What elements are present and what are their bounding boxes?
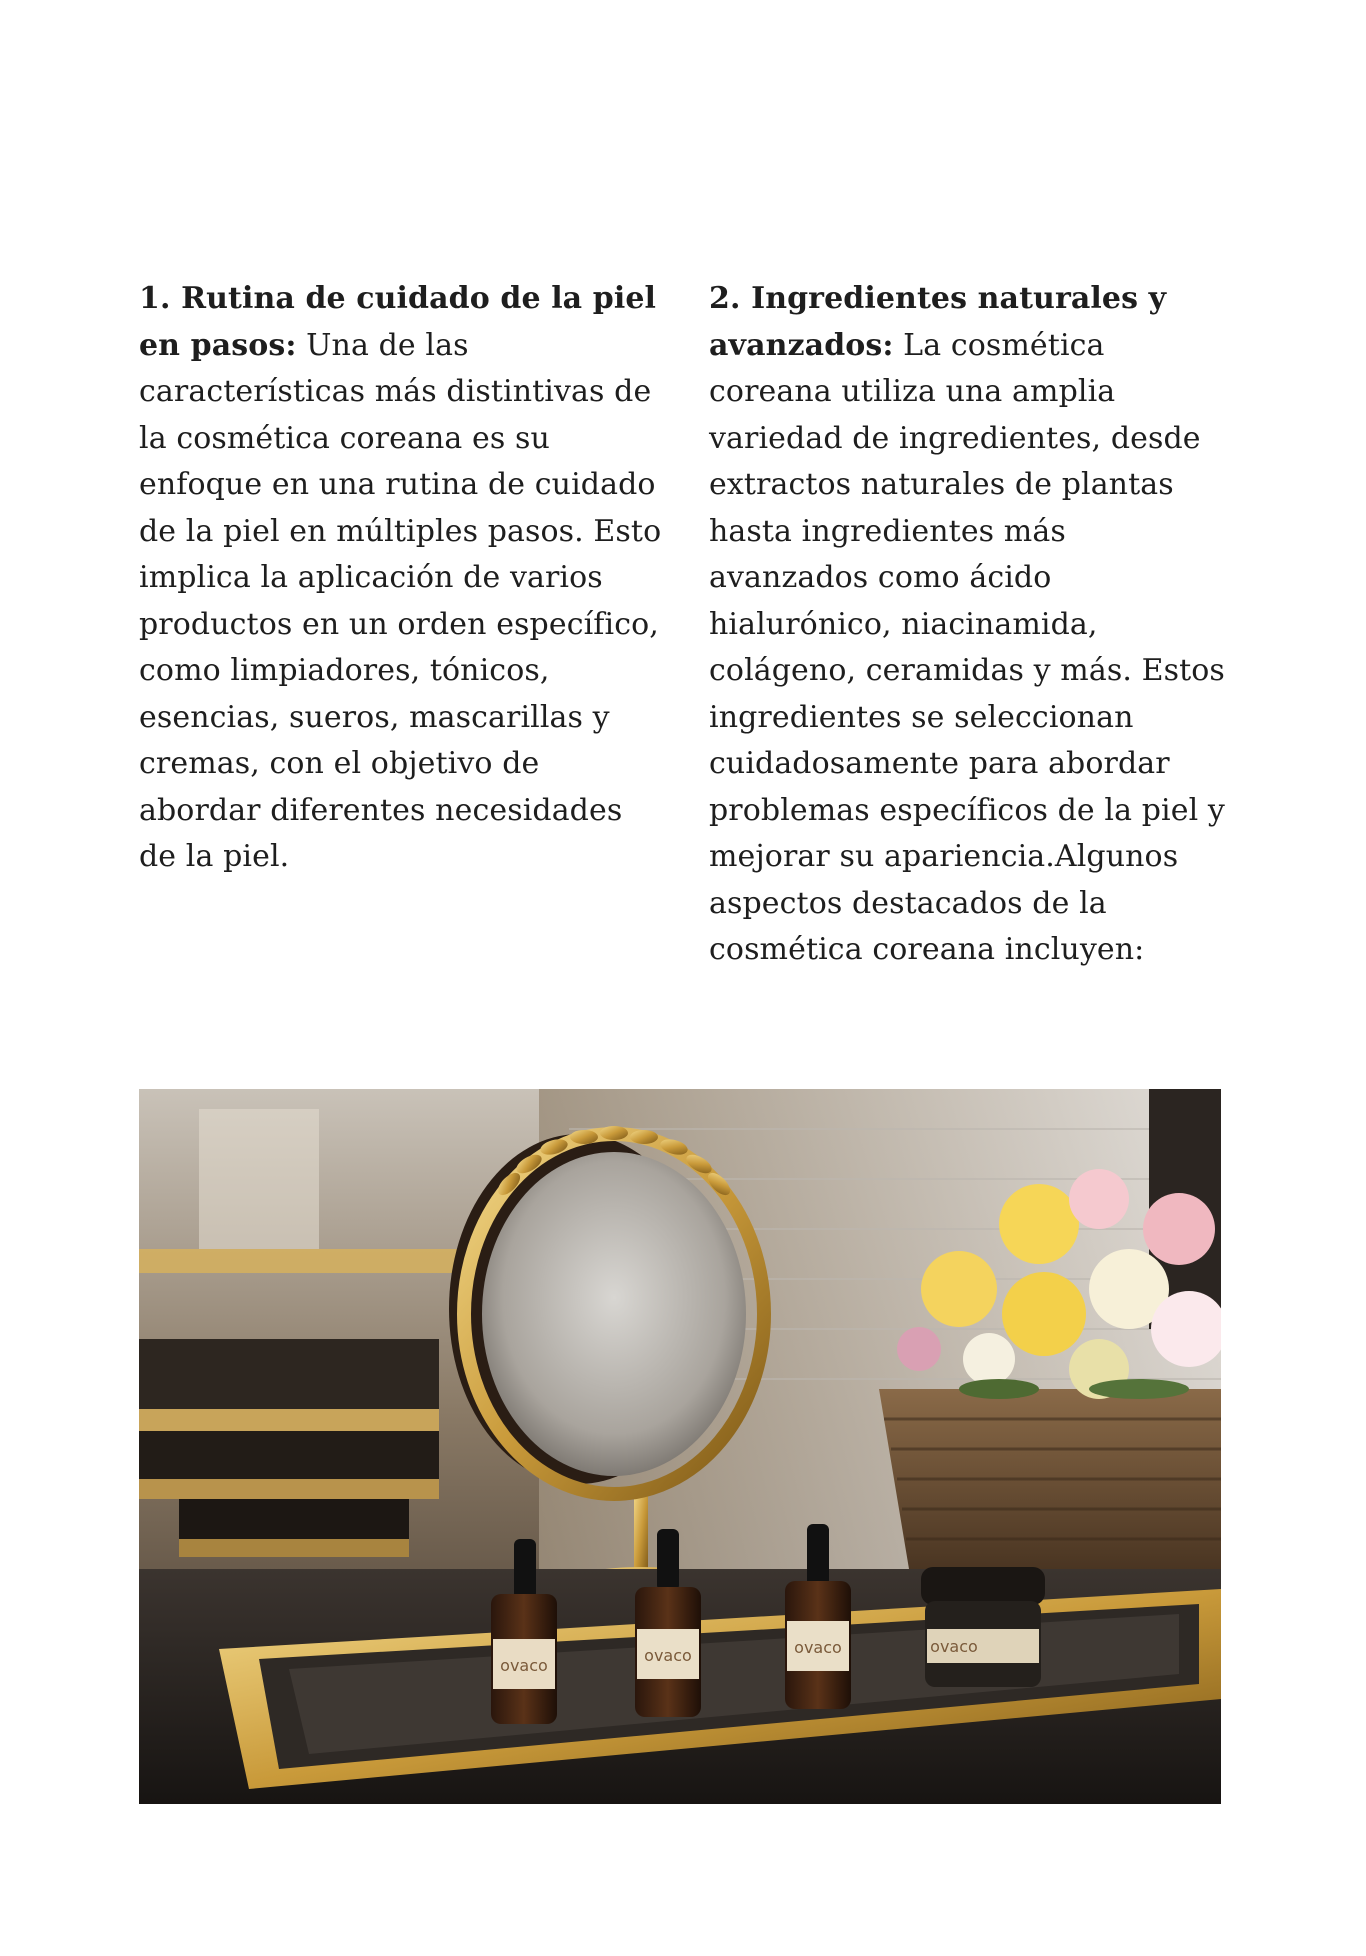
bottle-brand-label: ovaco bbox=[794, 1638, 842, 1657]
section-body: Una de las características más distintivas de la cosmética coreana es su enfoque en una rutina de cuidado de la piel en múltiples pasos. Esto implica la aplicación de varios productos en un orden específico, como limpiadores, tónicos, esencias, sueros, mascarillas y cremas, con el objetivo de abordar diferentes necesidades de la piel. bbox=[139, 327, 662, 874]
text-columns bbox=[139, 276, 1229, 974]
section-skincare-routine bbox=[139, 276, 664, 974]
bottle-brand-label: ovaco bbox=[500, 1656, 548, 1675]
bottle-brand-label: ovaco bbox=[644, 1646, 692, 1665]
section-heading: 2. Ingredientes naturales y avanzados: bbox=[709, 281, 1167, 363]
cream-jar bbox=[921, 1567, 1045, 1687]
section-heading: 1. Rutina de cuidado de la piel en pasos: bbox=[139, 281, 657, 363]
jar-brand-label: ovaco bbox=[930, 1637, 978, 1656]
section-ingredients bbox=[709, 276, 1229, 974]
cosmetics-photo bbox=[139, 1089, 1221, 1804]
section-body: La cosmética coreana utiliza una amplia variedad de ingredientes, desde extractos naturales de plantas hasta ingredientes más avanzados como ácido hialurónico, niacinamida, colágeno, ceramidas y más. Estos ingredientes se seleccionan cuidadosamente para abordar problemas específicos de la piel y mejorar su apariencia.Algunos aspectos destacados de la cosmética coreana incluyen: bbox=[709, 327, 1225, 967]
